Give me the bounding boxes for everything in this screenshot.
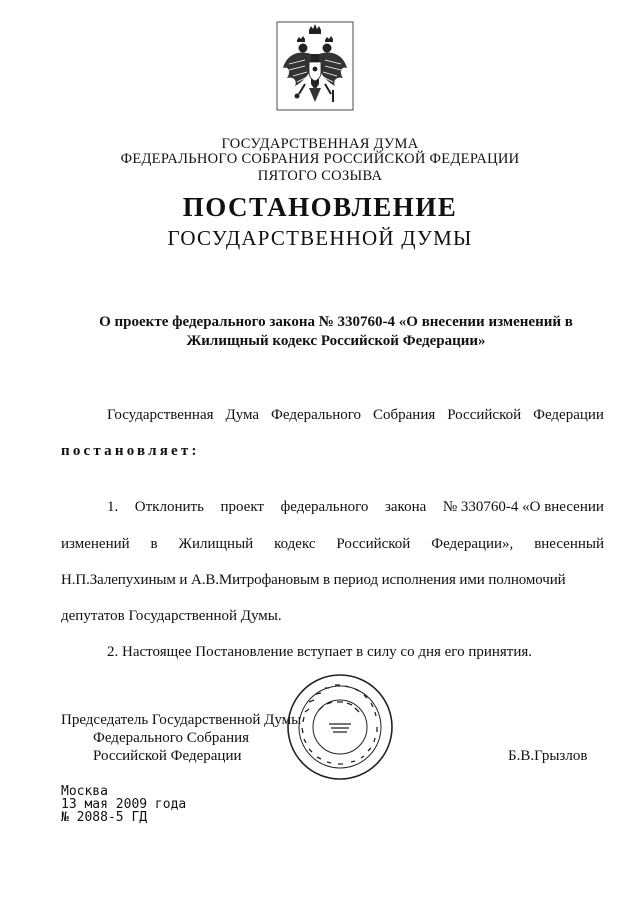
item1-line-3: Н.П.Залепухиным и А.В.Митрофановым в период исполнения ими полномочий — [61, 572, 566, 588]
item1-word: закона — [384, 499, 427, 515]
item1-word: 1. — [107, 499, 119, 515]
signatory-name: Б.В.Грызлов — [508, 748, 588, 764]
preamble-word: Федерального — [271, 407, 362, 423]
item1-word: кодекс — [274, 536, 316, 552]
header-line-duma: ГОСУДАРСТВЕННАЯ ДУМА — [221, 136, 419, 152]
document-title: ПОСТАНОВЛЕНИЕ — [182, 192, 458, 222]
signature-position-line-2: Федерального Собрания — [93, 730, 250, 746]
document-subtitle: ГОСУДАРСТВЕННОЙ ДУМЫ — [167, 226, 473, 250]
item1-word: изменений — [61, 536, 130, 552]
item1-word: Жилищный — [178, 536, 254, 552]
item1-word: проект — [220, 499, 264, 515]
subject-line-1: О проекте федерального закона № 330760-4 «О внесении изменений в — [99, 314, 573, 330]
signature-position-line-3: Российской Федерации — [93, 748, 242, 764]
item1-word: в — [150, 536, 158, 552]
header-line-federal-assembly: ФЕДЕРАЛЬНОГО СОБРАНИЯ РОССИЙСКОЙ ФЕДЕРАЦИИ — [120, 151, 520, 167]
coat-of-arms-emblem — [275, 20, 355, 112]
preamble-word: Российской — [447, 407, 522, 423]
item1-word: федерального — [280, 499, 369, 515]
item1-line-2 — [61, 536, 604, 553]
decree-word: постановляет: — [61, 443, 200, 459]
official-stamp — [285, 672, 395, 782]
item2-line: 2. Настоящее Постановление вступает в силу со дня его принятия. — [107, 644, 533, 660]
item1-word: Отклонить — [134, 499, 204, 515]
item1-line-1 — [107, 499, 604, 516]
item1-word: № 330760-4 «О внесении — [442, 499, 604, 515]
header-line-convocation: ПЯТОГО СОЗЫВА — [257, 168, 383, 184]
preamble-word: Государственная — [107, 407, 214, 423]
preamble-word: Собрания — [373, 407, 436, 423]
item1-word: внесенный — [534, 536, 604, 552]
footer-date: 13 мая 2009 года — [61, 797, 187, 812]
preamble-word: Дума — [225, 407, 260, 423]
signature-position-line-1: Председатель Государственной Думы — [61, 712, 302, 728]
footer-city: Москва — [61, 784, 108, 799]
item1-word: Федерации», — [431, 536, 514, 552]
footer-number: № 2088-5 ГД — [61, 810, 148, 825]
preamble-word: Федерации — [533, 407, 604, 423]
preamble-line — [107, 407, 604, 424]
item1-word: Российской — [336, 536, 411, 552]
item1-line-4: депутатов Государственной Думы. — [61, 608, 282, 624]
subject-line-2: Жилищный кодекс Российской Федерации» — [186, 333, 486, 349]
